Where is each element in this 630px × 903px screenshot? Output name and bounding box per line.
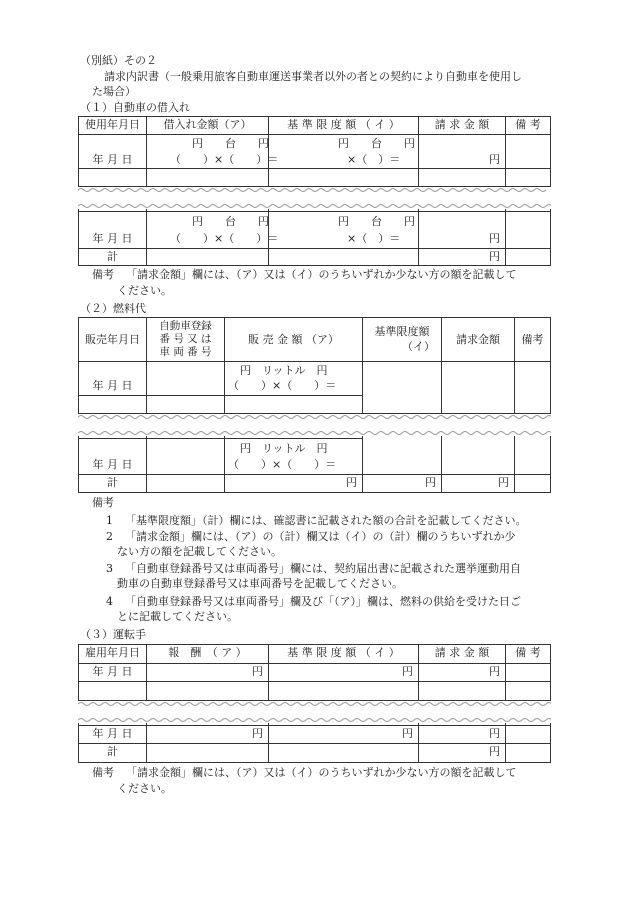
- s1-note-line1: 「請求金額」欄には、（ア）又は（イ）のうちいずれか少ない方の額を記載して: [126, 268, 517, 281]
- s3-col-remarks: 備 考: [515, 646, 541, 659]
- s2-r2-units: 円 リットル 円: [240, 442, 328, 455]
- s2-note-text-cont: ない方の額を記載してください。: [117, 545, 282, 558]
- s2-r1-units: 円 リットル 円: [240, 364, 328, 377]
- s1-total-label: 計: [107, 250, 118, 263]
- s2-col-reg-l3: 車 両 番 号: [159, 346, 212, 358]
- s1-r2-units-b: 円 台 円: [338, 215, 415, 228]
- s2-r1-formula: （ ）×（ ）＝: [228, 379, 337, 392]
- s2-col-date: 販売年月日: [85, 333, 140, 346]
- section3-heading: （３）運転手: [80, 628, 146, 641]
- s2-col-limit-l2: （イ）: [402, 340, 435, 353]
- s2-col-remarks: 備考: [521, 333, 544, 346]
- s2-notes-label: 備考: [92, 496, 114, 509]
- s2-col-limit-l1: 基準限度額: [374, 325, 430, 338]
- s1-r2-formula-b: ×（ ）＝: [347, 232, 401, 245]
- s2-total-limit-yen: 円: [425, 476, 436, 489]
- s1-note-label: 備考: [92, 268, 114, 281]
- section2-break-mark: [78, 412, 551, 438]
- s3-note-line2: ください。: [117, 782, 172, 795]
- s2-note-num: 1: [106, 514, 113, 527]
- s3-col-limit: 基 準 限 度 額 （ イ ）: [287, 646, 400, 659]
- s2-note-num: 4: [106, 595, 113, 608]
- s3-r1-pay-yen: 円: [252, 665, 263, 678]
- s2-note-num: 2: [106, 530, 113, 543]
- s3-total-label: 計: [107, 745, 118, 758]
- s2-col-sales: 販 売 金 額 （ア）: [248, 333, 339, 346]
- s2-col-reg-l2: 番 号 又 は: [159, 333, 212, 345]
- s3-col-date: 雇用年月日: [85, 646, 140, 659]
- s2-total-claim-yen: 円: [498, 476, 509, 489]
- s1-col-date: 使用年月日: [85, 118, 140, 131]
- s2-r1-date: 年 月 日: [92, 379, 133, 392]
- s2-total-label: 計: [107, 476, 118, 489]
- s2-note-text-cont: 動車の自動車登録番号又は車両番号を記載してください。: [117, 577, 403, 590]
- s1-col-claim: 請 求 金 額: [434, 118, 490, 131]
- s3-note-line1: 「請求金額」欄には、（ア）又は（イ）のうちいずれか少ない方の額を記載して: [126, 766, 517, 779]
- s2-note-num: 3: [106, 562, 113, 575]
- s1-r2-formula-a: （ ）×（ ）＝: [170, 232, 279, 245]
- s1-r1-formula-b: ×（ ）＝: [347, 153, 401, 166]
- s3-r2-pay-yen: 円: [252, 727, 263, 740]
- annex-label: （別紙）その２: [80, 54, 157, 67]
- s1-total-yen: 円: [489, 250, 500, 263]
- s3-total-claim-yen: 円: [489, 745, 500, 758]
- s3-note-label: 備考: [92, 766, 114, 779]
- s3-r1-limit-yen: 円: [402, 665, 413, 678]
- s2-col-reg-l1: 自動車登録: [159, 320, 212, 332]
- section2-heading: （２）燃料代: [80, 302, 146, 315]
- s1-r1-date: 年 月 日: [92, 153, 133, 166]
- s1-r1-formula-a: （ ）×（ ）＝: [170, 153, 279, 166]
- s1-col-remarks: 備 考: [515, 118, 541, 131]
- section1-break-mark: [78, 185, 551, 211]
- s2-col-claim: 請求金額: [456, 333, 500, 346]
- s1-r2-yen: 円: [489, 232, 500, 245]
- s2-note-text: 「自動車登録番号又は車両番号」欄には、契約届出書に記載された選挙運動用自: [125, 562, 521, 575]
- document-title-line1: 請求内訳書（一般乗用旅客自動車運送事業者以外の者との契約により自動車を使用し: [104, 70, 522, 83]
- s3-col-claim: 請 求 金 額: [434, 646, 490, 659]
- s2-r2-formula: （ ）×（ ）＝: [228, 458, 337, 471]
- s2-note-text-cont: とに記載してください。: [117, 610, 238, 623]
- s1-r1-yen: 円: [489, 153, 500, 166]
- s1-r1-units-b: 円 台 円: [338, 137, 415, 150]
- s2-note-text: 「基準限度額」（計）欄には、確認書に記載された額の合計を記載してください。: [125, 514, 527, 527]
- section3-break-mark: [78, 699, 551, 725]
- s3-r2-date: 年 月 日: [92, 727, 133, 740]
- document-title-line2: た場合）: [92, 85, 136, 98]
- s2-note-text: 「請求金額」欄には、（ア）の（計）欄又は（イ）の（計）欄のうちいずれか少: [125, 530, 516, 543]
- s1-note-line2: ください。: [117, 284, 172, 297]
- s2-note-text: 「自動車登録番号又は車両番号」欄及び「（ア）」欄は、燃料の供給を受けた日ご: [125, 595, 521, 608]
- s3-r1-claim-yen: 円: [489, 665, 500, 678]
- s1-col-borrow-amount: 借入れ金額（ア）: [163, 118, 252, 131]
- s1-col-limit: 基 準 限 度 額 （ イ ）: [287, 118, 400, 131]
- s3-r2-limit-yen: 円: [402, 727, 413, 740]
- s3-r2-claim-yen: 円: [489, 727, 500, 740]
- s3-col-pay: 報 酬 （ ア ）: [168, 646, 247, 659]
- s1-r1-units-a: 円 台 円: [192, 137, 269, 150]
- s2-total-sales-yen: 円: [346, 476, 357, 489]
- section1-heading: （１）自動車の借入れ: [80, 101, 190, 114]
- s1-r2-date: 年 月 日: [92, 232, 133, 245]
- s2-r2-date: 年 月 日: [92, 458, 133, 471]
- s1-r2-units-a: 円 台 円: [192, 215, 269, 228]
- s3-r1-date: 年 月 日: [92, 665, 133, 678]
